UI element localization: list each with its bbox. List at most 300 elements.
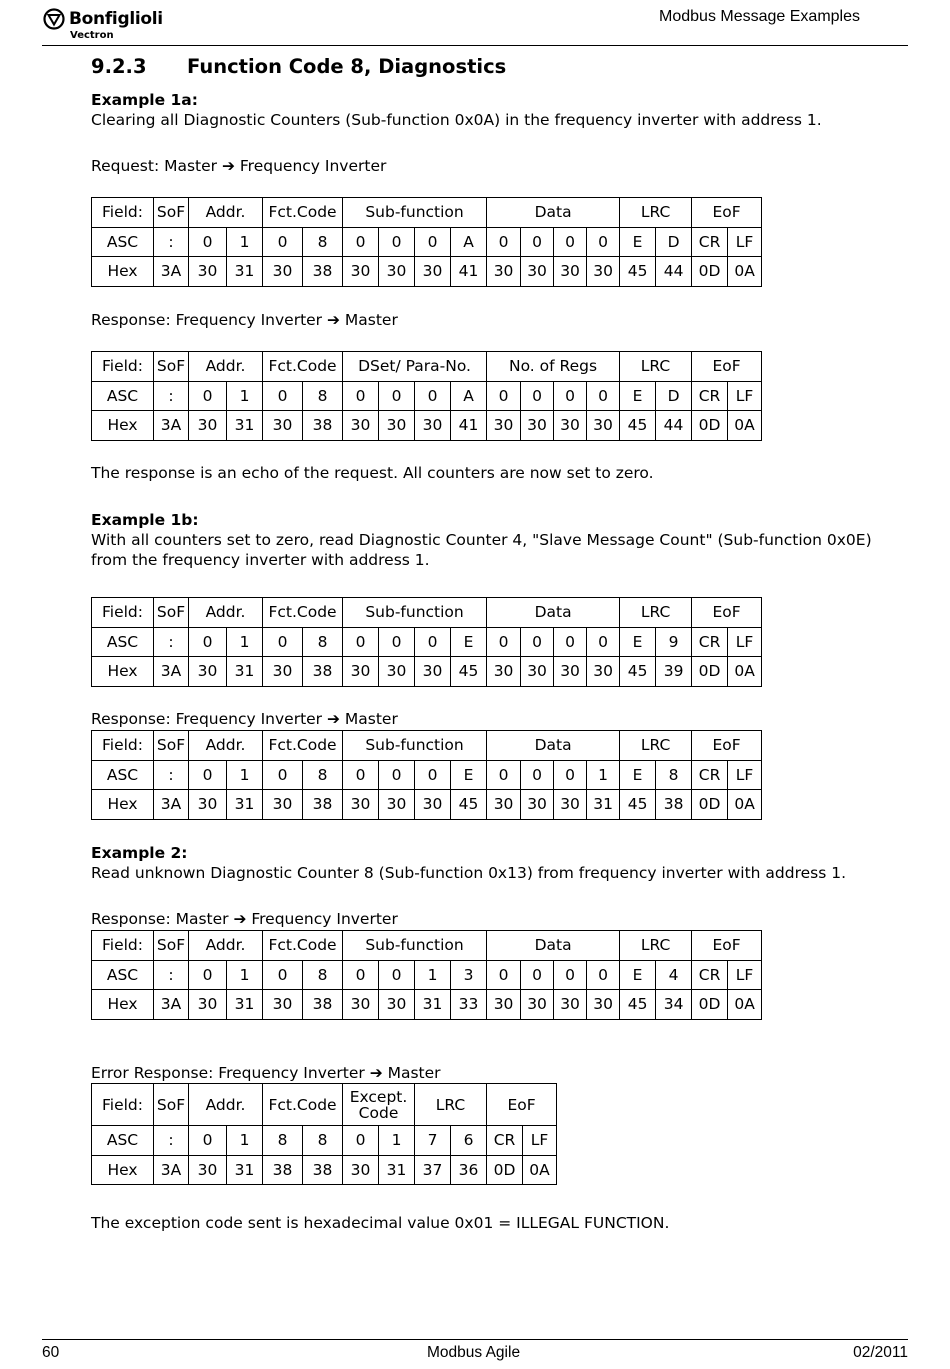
table-header-cell: Fct.Code xyxy=(263,598,343,628)
byte-cell: 0 xyxy=(415,627,451,657)
byte-cell: 30 xyxy=(189,990,227,1020)
byte-cell: 45 xyxy=(620,990,656,1020)
table-row-hex xyxy=(92,257,762,287)
example-1a-request-table xyxy=(91,197,762,287)
example-1a-note: The response is an echo of the request. All counters are now set to zero. xyxy=(91,464,654,482)
byte-cell: 30 xyxy=(343,1155,379,1185)
byte-cell: 45 xyxy=(451,657,487,687)
example-2-request-caption: Response: Master ➔ Frequency Inverter xyxy=(91,910,398,928)
byte-cell: 3 xyxy=(451,960,487,990)
example-1b-response-table xyxy=(91,730,762,820)
byte-cell: 0 xyxy=(554,627,587,657)
byte-cell: 44 xyxy=(656,257,692,287)
byte-cell: 0 xyxy=(189,960,227,990)
byte-cell: 30 xyxy=(554,411,587,441)
table-header-row xyxy=(92,598,762,628)
byte-cell: 30 xyxy=(587,657,620,687)
byte-cell: 30 xyxy=(521,257,554,287)
byte-cell: 0 xyxy=(263,627,303,657)
table-header-cell: Field: xyxy=(92,352,154,382)
byte-cell: 1 xyxy=(227,227,263,257)
byte-cell: 30 xyxy=(263,657,303,687)
table-header-cell: SoF xyxy=(154,198,189,228)
byte-cell: : xyxy=(154,760,189,790)
byte-cell: 30 xyxy=(189,257,227,287)
table-header-row xyxy=(92,352,762,382)
byte-cell: 30 xyxy=(379,790,415,820)
table-header-cell: Fct.Code xyxy=(263,931,343,961)
byte-cell: 0 xyxy=(189,1126,227,1156)
byte-cell: : xyxy=(154,1126,189,1156)
byte-cell: 0 xyxy=(487,760,521,790)
byte-cell: 0 xyxy=(263,960,303,990)
table-header-cell: Addr. xyxy=(189,731,263,761)
example-1a-request-caption: Request: Master ➔ Frequency Inverter xyxy=(91,157,387,175)
table-header-cell: Field: xyxy=(92,1084,154,1126)
byte-cell: 0A xyxy=(728,990,762,1020)
table-header-cell: Data xyxy=(487,731,620,761)
table-header-cell: Except. Code xyxy=(343,1084,415,1126)
example-1b-response-caption: Response: Frequency Inverter ➔ Master xyxy=(91,710,398,728)
byte-cell: 30 xyxy=(487,790,521,820)
byte-cell: 41 xyxy=(451,411,487,441)
byte-cell: CR xyxy=(692,227,728,257)
byte-cell: 45 xyxy=(620,411,656,441)
byte-cell: 3A xyxy=(154,257,189,287)
header-divider xyxy=(42,45,908,46)
byte-cell: 3A xyxy=(154,990,189,1020)
table-header-cell: LRC xyxy=(620,598,692,628)
table-header-cell: LRC xyxy=(620,198,692,228)
byte-cell: 30 xyxy=(263,257,303,287)
byte-cell: 0D xyxy=(692,790,728,820)
byte-cell: 0 xyxy=(487,627,521,657)
table-header-cell: Addr. xyxy=(189,352,263,382)
byte-cell: 39 xyxy=(656,657,692,687)
byte-cell: 3A xyxy=(154,790,189,820)
brand-name: Bonfiglioli xyxy=(69,9,163,29)
byte-cell: 0 xyxy=(343,1126,379,1156)
byte-cell: 0 xyxy=(521,627,554,657)
byte-cell: LF xyxy=(728,960,762,990)
byte-cell: 3A xyxy=(154,1155,189,1185)
row-label-cell: Hex xyxy=(92,790,154,820)
byte-cell: 0A xyxy=(728,411,762,441)
byte-cell: 41 xyxy=(451,257,487,287)
table-header-cell: Field: xyxy=(92,731,154,761)
byte-cell: 44 xyxy=(656,411,692,441)
row-label-cell: ASC xyxy=(92,1126,154,1156)
table-header-cell: Addr. xyxy=(189,198,263,228)
byte-cell: 45 xyxy=(620,257,656,287)
byte-cell: D xyxy=(656,381,692,411)
byte-cell: 30 xyxy=(487,411,521,441)
byte-cell: : xyxy=(154,960,189,990)
byte-cell: 30 xyxy=(554,257,587,287)
example-2-label: Example 2: xyxy=(91,844,188,862)
byte-cell: 30 xyxy=(263,990,303,1020)
byte-cell: : xyxy=(154,381,189,411)
table-header-cell: Field: xyxy=(92,198,154,228)
row-label-cell: ASC xyxy=(92,381,154,411)
table-row-hex xyxy=(92,990,762,1020)
byte-cell: 0 xyxy=(343,381,379,411)
byte-cell: 30 xyxy=(521,790,554,820)
byte-cell: : xyxy=(154,227,189,257)
table-header-cell: DSet/ Para-No. xyxy=(343,352,487,382)
table-header-cell: Fct.Code xyxy=(263,198,343,228)
byte-cell: 0A xyxy=(728,657,762,687)
document-date: 02/2011 xyxy=(853,1344,908,1361)
example-2-text: Read unknown Diagnostic Counter 8 (Sub-function 0x13) from frequency inverter with address 1. xyxy=(91,864,847,882)
example-1b-text-line1: With all counters set to zero, read Diagnostic Counter 4, "Slave Message Count" (Sub-function 0x0E) xyxy=(91,531,872,549)
byte-cell: 0 xyxy=(554,960,587,990)
table-header-cell: Field: xyxy=(92,931,154,961)
table-header-cell: EoF xyxy=(692,198,762,228)
byte-cell: E xyxy=(620,960,656,990)
byte-cell: E xyxy=(451,760,487,790)
byte-cell: E xyxy=(620,760,656,790)
table-header-cell: LRC xyxy=(620,931,692,961)
byte-cell: 0 xyxy=(415,227,451,257)
row-label-cell: ASC xyxy=(92,760,154,790)
table-row-hex xyxy=(92,790,762,820)
byte-cell: 31 xyxy=(227,257,263,287)
byte-cell: 30 xyxy=(554,990,587,1020)
row-label-cell: ASC xyxy=(92,627,154,657)
byte-cell: 30 xyxy=(415,790,451,820)
byte-cell: 30 xyxy=(415,257,451,287)
byte-cell: 1 xyxy=(227,1126,263,1156)
table-header-cell: SoF xyxy=(154,352,189,382)
row-label-cell: Hex xyxy=(92,990,154,1020)
byte-cell: 1 xyxy=(227,960,263,990)
byte-cell: 45 xyxy=(620,790,656,820)
byte-cell: 8 xyxy=(303,381,343,411)
byte-cell: 38 xyxy=(303,657,343,687)
byte-cell: 45 xyxy=(620,657,656,687)
example-2-error-table xyxy=(91,1083,557,1185)
byte-cell: 8 xyxy=(303,960,343,990)
example-1a-label: Example 1a: xyxy=(91,91,198,109)
example-2-note: The exception code sent is hexadecimal value 0x01 = ILLEGAL FUNCTION. xyxy=(91,1214,670,1232)
byte-cell: LF xyxy=(728,627,762,657)
table-row-asc xyxy=(92,627,762,657)
byte-cell: 30 xyxy=(487,257,521,287)
table-row-hex xyxy=(92,1155,557,1185)
byte-cell: 0 xyxy=(554,227,587,257)
byte-cell: 0 xyxy=(487,960,521,990)
document-title: Modbus Agile xyxy=(427,1344,521,1361)
table-header-cell: Fct.Code xyxy=(263,352,343,382)
byte-cell: 3A xyxy=(154,411,189,441)
byte-cell: 38 xyxy=(303,257,343,287)
byte-cell: 0 xyxy=(379,381,415,411)
table-header-cell: Sub-function xyxy=(343,198,487,228)
byte-cell: 0 xyxy=(487,381,521,411)
byte-cell: 30 xyxy=(521,990,554,1020)
byte-cell: 8 xyxy=(303,227,343,257)
example-2-request-table xyxy=(91,930,762,1020)
byte-cell: 30 xyxy=(263,790,303,820)
byte-cell: 4 xyxy=(656,960,692,990)
byte-cell: A xyxy=(451,381,487,411)
byte-cell: 30 xyxy=(415,411,451,441)
example-1a-response-caption: Response: Frequency Inverter ➔ Master xyxy=(91,311,398,329)
example-1a-text: Clearing all Diagnostic Counters (Sub-function 0x0A) in the frequency inverter with address 1. xyxy=(91,111,822,129)
byte-cell: 30 xyxy=(343,257,379,287)
byte-cell: CR xyxy=(692,960,728,990)
byte-cell: 30 xyxy=(487,657,521,687)
row-label-cell: Hex xyxy=(92,657,154,687)
byte-cell: 30 xyxy=(343,990,379,1020)
byte-cell: 34 xyxy=(656,990,692,1020)
byte-cell: 0 xyxy=(554,381,587,411)
table-row-hex xyxy=(92,411,762,441)
byte-cell: 0D xyxy=(692,990,728,1020)
byte-cell: E xyxy=(620,627,656,657)
table-header-row xyxy=(92,931,762,961)
byte-cell: 31 xyxy=(227,790,263,820)
table-header-cell: Data xyxy=(487,198,620,228)
row-label-cell: ASC xyxy=(92,227,154,257)
byte-cell: 0 xyxy=(415,760,451,790)
byte-cell: 31 xyxy=(227,657,263,687)
table-header-cell: EoF xyxy=(692,731,762,761)
byte-cell: 0 xyxy=(379,960,415,990)
byte-cell: LF xyxy=(728,381,762,411)
table-header-cell: EoF xyxy=(692,598,762,628)
byte-cell: 38 xyxy=(303,790,343,820)
table-header-cell: SoF xyxy=(154,598,189,628)
byte-cell: 0 xyxy=(343,227,379,257)
byte-cell: 30 xyxy=(379,657,415,687)
section-title: Modbus Message Examples xyxy=(659,8,860,25)
byte-cell: A xyxy=(451,227,487,257)
byte-cell: CR xyxy=(692,381,728,411)
byte-cell: 0 xyxy=(189,760,227,790)
byte-cell: 33 xyxy=(451,990,487,1020)
byte-cell: D xyxy=(656,227,692,257)
byte-cell: 1 xyxy=(415,960,451,990)
byte-cell: 1 xyxy=(227,381,263,411)
byte-cell: 30 xyxy=(189,657,227,687)
table-header-cell: Addr. xyxy=(189,598,263,628)
page-number: 60 xyxy=(42,1344,60,1361)
byte-cell: 0 xyxy=(343,960,379,990)
table-row-hex xyxy=(92,657,762,687)
byte-cell: 36 xyxy=(451,1155,487,1185)
byte-cell: 30 xyxy=(587,411,620,441)
byte-cell: 0 xyxy=(487,227,521,257)
byte-cell: 0 xyxy=(189,227,227,257)
byte-cell: 0 xyxy=(189,381,227,411)
byte-cell: 0D xyxy=(692,411,728,441)
byte-cell: 1 xyxy=(227,760,263,790)
byte-cell: 30 xyxy=(554,657,587,687)
byte-cell: 7 xyxy=(415,1126,451,1156)
byte-cell: 0A xyxy=(523,1155,557,1185)
byte-cell: 38 xyxy=(303,411,343,441)
table-row-asc xyxy=(92,1126,557,1156)
byte-cell: 8 xyxy=(656,760,692,790)
row-label-cell: Hex xyxy=(92,1155,154,1185)
byte-cell: 31 xyxy=(415,990,451,1020)
table-header-cell: SoF xyxy=(154,1084,189,1126)
table-header-cell: Data xyxy=(487,598,620,628)
byte-cell: 30 xyxy=(415,657,451,687)
table-header-cell: Addr. xyxy=(189,931,263,961)
byte-cell: 0 xyxy=(263,381,303,411)
byte-cell: 0 xyxy=(587,227,620,257)
table-row-asc xyxy=(92,760,762,790)
byte-cell: 30 xyxy=(189,1155,227,1185)
byte-cell: 1 xyxy=(587,760,620,790)
byte-cell: 30 xyxy=(521,657,554,687)
table-header-cell: LRC xyxy=(415,1084,487,1126)
page-heading xyxy=(91,55,506,78)
byte-cell: 0 xyxy=(587,627,620,657)
example-1b-label: Example 1b: xyxy=(91,511,199,529)
row-label-cell: ASC xyxy=(92,960,154,990)
table-header-cell: EoF xyxy=(692,352,762,382)
byte-cell: 6 xyxy=(451,1126,487,1156)
table-header-cell: EoF xyxy=(692,931,762,961)
byte-cell: 31 xyxy=(227,1155,263,1185)
table-header-cell: LRC xyxy=(620,731,692,761)
table-header-cell: SoF xyxy=(154,931,189,961)
byte-cell: 0 xyxy=(554,760,587,790)
byte-cell: 0 xyxy=(521,760,554,790)
byte-cell: 0 xyxy=(379,627,415,657)
byte-cell: E xyxy=(451,627,487,657)
brand-subname: Vectron xyxy=(70,30,114,41)
table-header-cell: LRC xyxy=(620,352,692,382)
table-header-row xyxy=(92,731,762,761)
row-label-cell: Hex xyxy=(92,257,154,287)
table-row-asc xyxy=(92,227,762,257)
byte-cell: 0 xyxy=(379,760,415,790)
byte-cell: 30 xyxy=(189,790,227,820)
byte-cell: 30 xyxy=(379,411,415,441)
byte-cell: 1 xyxy=(227,627,263,657)
bonfiglioli-logo-icon xyxy=(43,8,65,30)
byte-cell: 38 xyxy=(263,1155,303,1185)
byte-cell: CR xyxy=(692,627,728,657)
byte-cell: LF xyxy=(728,227,762,257)
table-header-cell: Fct.Code xyxy=(263,1084,343,1126)
byte-cell: 30 xyxy=(189,411,227,441)
table-header-cell: Addr. xyxy=(189,1084,263,1126)
byte-cell: 30 xyxy=(487,990,521,1020)
table-header-row xyxy=(92,198,762,228)
byte-cell: 31 xyxy=(587,790,620,820)
byte-cell: 0 xyxy=(343,760,379,790)
byte-cell: 9 xyxy=(656,627,692,657)
byte-cell: E xyxy=(620,227,656,257)
example-1b-text-line2: from the frequency inverter with address 1. xyxy=(91,551,430,569)
byte-cell: CR xyxy=(487,1126,523,1156)
byte-cell: 0 xyxy=(379,227,415,257)
byte-cell: 30 xyxy=(379,257,415,287)
byte-cell: 0 xyxy=(587,381,620,411)
byte-cell: 0D xyxy=(692,657,728,687)
byte-cell: 0 xyxy=(415,381,451,411)
byte-cell: E xyxy=(620,381,656,411)
byte-cell: 30 xyxy=(343,657,379,687)
byte-cell: 31 xyxy=(227,411,263,441)
byte-cell: 38 xyxy=(303,990,343,1020)
brand-logo xyxy=(43,8,163,41)
byte-cell: 0 xyxy=(587,960,620,990)
table-header-cell: No. of Regs xyxy=(487,352,620,382)
byte-cell: 31 xyxy=(227,990,263,1020)
byte-cell: 8 xyxy=(303,627,343,657)
byte-cell: 0 xyxy=(263,227,303,257)
byte-cell: 0D xyxy=(692,257,728,287)
table-row-asc xyxy=(92,381,762,411)
table-header-cell: Data xyxy=(487,931,620,961)
byte-cell: LF xyxy=(728,760,762,790)
table-header-cell: Sub-function xyxy=(343,931,487,961)
byte-cell: 30 xyxy=(343,411,379,441)
example-1b-request-table xyxy=(91,597,762,687)
byte-cell: 30 xyxy=(521,411,554,441)
byte-cell: 0D xyxy=(487,1155,523,1185)
footer-divider xyxy=(42,1339,908,1340)
byte-cell: 37 xyxy=(415,1155,451,1185)
byte-cell: 1 xyxy=(379,1126,415,1156)
row-label-cell: Hex xyxy=(92,411,154,441)
byte-cell: 38 xyxy=(303,1155,343,1185)
byte-cell: 0 xyxy=(521,227,554,257)
table-header-cell: EoF xyxy=(487,1084,557,1126)
table-header-cell: Fct.Code xyxy=(263,731,343,761)
table-header-cell: Field: xyxy=(92,598,154,628)
heading-title: Function Code 8, Diagnostics xyxy=(187,55,507,78)
byte-cell: CR xyxy=(692,760,728,790)
byte-cell: 30 xyxy=(343,790,379,820)
table-row-asc xyxy=(92,960,762,990)
table-header-cell: Sub-function xyxy=(343,598,487,628)
byte-cell: 8 xyxy=(303,760,343,790)
byte-cell: 45 xyxy=(451,790,487,820)
byte-cell: 0 xyxy=(263,760,303,790)
table-header-row xyxy=(92,1084,557,1126)
byte-cell: 0 xyxy=(521,381,554,411)
byte-cell: 3A xyxy=(154,657,189,687)
table-header-cell: SoF xyxy=(154,731,189,761)
byte-cell: 8 xyxy=(303,1126,343,1156)
example-1a-response-table xyxy=(91,351,762,441)
example-2-error-caption: Error Response: Frequency Inverter ➔ Master xyxy=(91,1064,441,1082)
byte-cell: 0 xyxy=(521,960,554,990)
byte-cell: 30 xyxy=(587,990,620,1020)
byte-cell: 30 xyxy=(554,790,587,820)
byte-cell: 0A xyxy=(728,790,762,820)
byte-cell: LF xyxy=(523,1126,557,1156)
byte-cell: 8 xyxy=(263,1126,303,1156)
byte-cell: 30 xyxy=(587,257,620,287)
byte-cell: : xyxy=(154,627,189,657)
byte-cell: 30 xyxy=(379,990,415,1020)
byte-cell: 30 xyxy=(263,411,303,441)
byte-cell: 0 xyxy=(343,627,379,657)
byte-cell: 0A xyxy=(728,257,762,287)
table-header-cell: Sub-function xyxy=(343,731,487,761)
heading-number: 9.2.3 xyxy=(91,55,147,78)
byte-cell: 38 xyxy=(656,790,692,820)
